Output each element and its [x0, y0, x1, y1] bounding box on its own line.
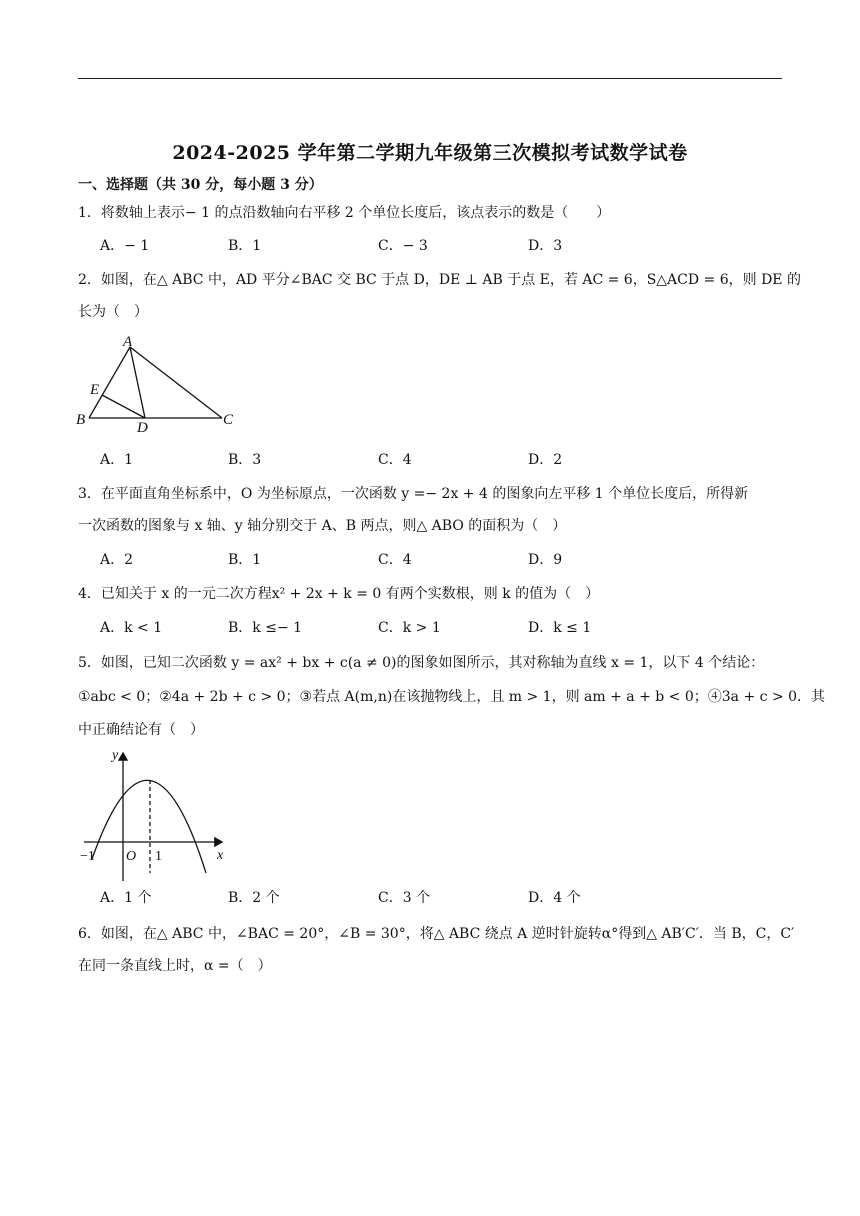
triangle-figure	[72, 332, 242, 432]
q1-option-c: C．− 3	[378, 238, 428, 254]
q3-option-a: A．2	[100, 552, 134, 568]
label-e: E	[90, 382, 100, 398]
q3-option-b: B．1	[228, 552, 262, 568]
question-6-stem-line1: 6．如图，在△ ABC 中，∠BAC = 20°，∠B = 30°，将△ ABC 绕点 A 逆时针旋转α°得到△ AB′C′．当 B，C，C′	[78, 926, 795, 942]
label-d: D	[137, 420, 148, 432]
q4-option-a: A．k < 1	[100, 620, 163, 636]
q5-option-a: A．1 个	[100, 890, 152, 906]
question-6-stem-line2: 在同一条直线上时，α =（ ）	[78, 958, 272, 974]
question-5-stem-line3: 中正确结论有（ ）	[78, 722, 204, 738]
question-3-stem-line1: 3．在平面直角坐标系中，O 为坐标原点，一次函数 y =− 2x + 4 的图象向左平移 1 个单位长度后，所得新	[78, 486, 749, 502]
q1-option-d: D．3	[528, 238, 563, 254]
q4-option-b: B．k ≤− 1	[228, 620, 303, 636]
q4-option-d: D．k ≤ 1	[528, 620, 592, 636]
q1-option-b: B．1	[228, 238, 262, 254]
question-2-stem-line2: 长为（ ）	[78, 304, 148, 320]
question-5-stem-line2: ①abc < 0；②4a + 2b + c > 0；③若点 A(m,n)在该抛物线上，且 m > 1，则 am + a + b < 0；④3a + c > 0．其	[78, 689, 826, 705]
q3-option-c: C．4	[378, 552, 412, 568]
q2-option-c: C．4	[378, 452, 412, 468]
q3-option-d: D．9	[528, 552, 563, 568]
axis-label-y: y	[112, 748, 119, 763]
q4-option-c: C．k > 1	[378, 620, 441, 636]
question-2-stem-line1: 2．如图，在△ ABC 中，AD 平分∠BAC 交 BC 于点 D，DE ⊥ AB 于点 E，若 AC = 6，S△ACD = 6，则 DE 的	[78, 272, 801, 288]
question-1-stem: 1．将数轴上表示− 1 的点沿数轴向右平移 2 个单位长度后，该点表示的数是（ ）	[78, 205, 611, 221]
tick-label-1: 1	[155, 849, 162, 864]
tick-label-neg1: −1	[80, 849, 95, 864]
header-rule	[78, 78, 782, 79]
q5-option-d: D．4 个	[528, 890, 581, 906]
parabola-figure	[76, 745, 236, 883]
label-a: A	[123, 334, 133, 350]
q2-option-a: A．1	[100, 452, 134, 468]
label-b: B	[76, 412, 86, 428]
label-c: C	[223, 412, 234, 428]
origin-label: O	[126, 849, 137, 864]
section-heading: 一、选择题（共 30 分，每小题 3 分）	[78, 177, 323, 193]
axis-label-x: x	[217, 848, 224, 863]
q2-option-d: D．2	[528, 452, 563, 468]
q5-option-b: B．2 个	[228, 890, 280, 906]
q2-option-b: B．3	[228, 452, 262, 468]
page-title: 2024-2025 学年第二学期九年级第三次模拟考试数学试卷	[172, 142, 688, 164]
question-5-stem-line1: 5．如图，已知二次函数 y = ax² + bx + c(a ≠ 0)的图象如图所示，其对称轴为直线 x = 1，以下 4 个结论：	[78, 655, 765, 671]
q1-option-a: A．− 1	[100, 238, 150, 254]
q5-option-c: C．3 个	[378, 890, 431, 906]
question-3-stem-line2: 一次函数的图象与 x 轴、y 轴分别交于 A、B 两点，则△ ABO 的面积为（ ）	[78, 518, 567, 534]
question-4-stem: 4．已知关于 x 的一元二次方程x² + 2x + k = 0 有两个实数根，则 k 的值为（ ）	[78, 586, 600, 602]
